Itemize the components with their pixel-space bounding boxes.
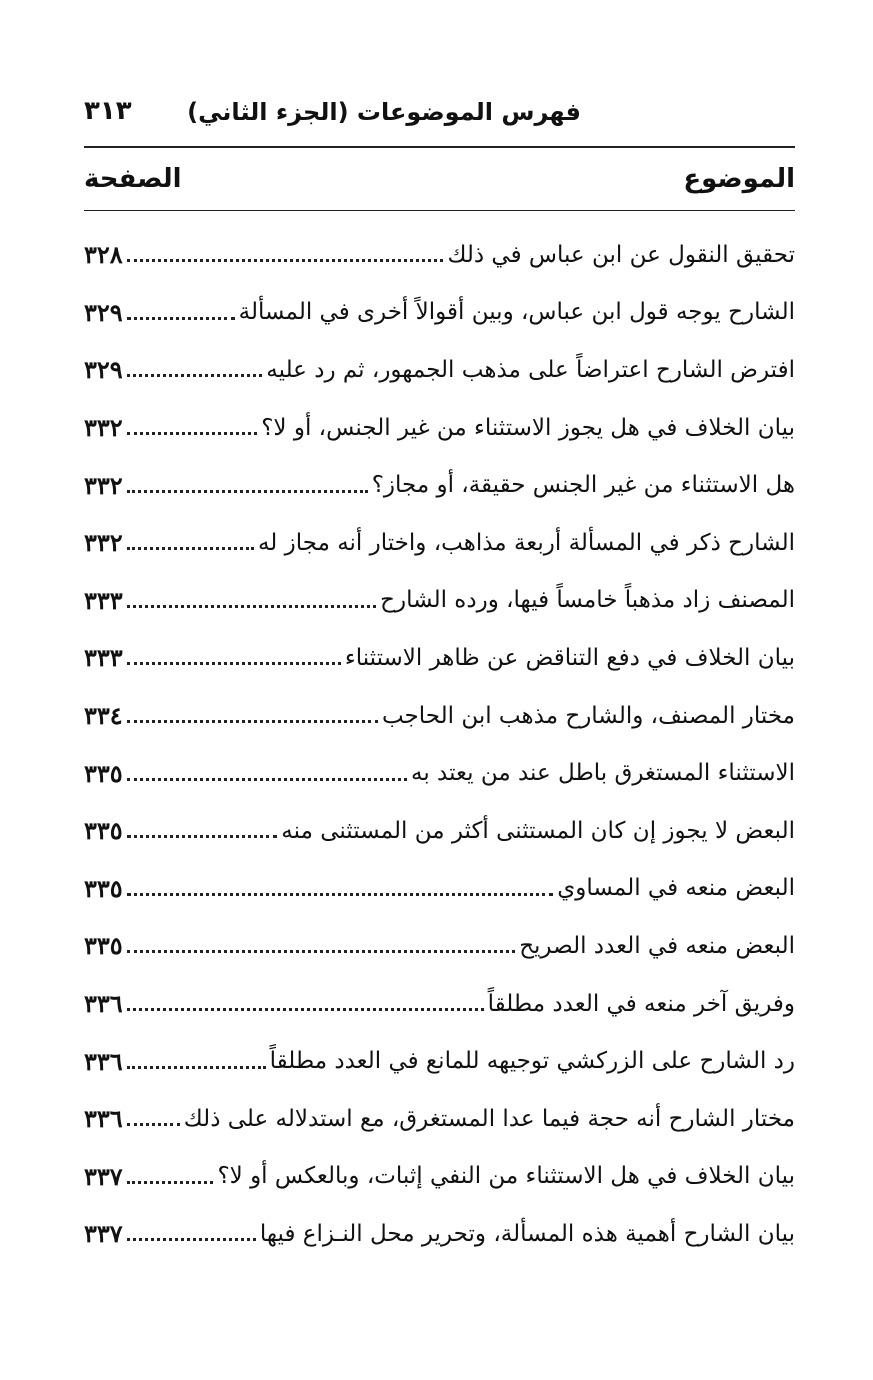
toc-entry-page: ٣٣٥ — [84, 816, 123, 846]
toc-entry-page: ٣٢٩ — [84, 297, 123, 327]
dot-leader — [127, 374, 263, 377]
column-heading-rule — [84, 210, 795, 211]
page-column-heading: الصفحة — [84, 164, 182, 194]
toc-entry-page: ٣٣٤ — [84, 701, 123, 731]
toc-entry-page: ٣٣٦ — [84, 1046, 123, 1076]
toc-entry-page: ٣٣٦ — [84, 989, 123, 1019]
dot-leader — [127, 950, 516, 953]
running-title: فهرس الموضوعات (الجزء الثاني) — [187, 98, 581, 126]
toc-entry-title: بيان الخلاف في هل يجوز الاستثناء من غير الجنس، أو لا؟ — [261, 414, 795, 441]
toc-entry — [84, 456, 795, 514]
toc-entry-title: الشارح ذكر في المسألة أربعة مذاهب، واختار أنه مجاز له — [257, 529, 795, 556]
toc-entry — [84, 802, 795, 860]
dot-leader — [127, 720, 378, 723]
toc-entry — [84, 284, 795, 342]
toc-entry-title: الشارح يوجه قول ابن عباس، وبين أقوالاً أخرى في المسألة — [238, 299, 795, 326]
toc-entry — [84, 1090, 795, 1148]
toc-entry — [84, 1205, 795, 1263]
dot-leader — [127, 893, 554, 896]
toc-entry-title: مختار المصنف، والشارح مذهب ابن الحاجب — [381, 702, 795, 729]
toc-entry-title: بيان الخلاف في هل الاستثناء من النفي إثبات، وبالعكس أو لا؟ — [217, 1163, 795, 1190]
dot-leader — [127, 778, 407, 781]
dot-leader — [127, 317, 235, 320]
toc-entry-page: ٣٢٩ — [84, 355, 123, 385]
toc-entry-page: ٣٣٥ — [84, 758, 123, 788]
dot-leader — [127, 259, 444, 262]
toc-entry — [84, 860, 795, 918]
dot-leader — [127, 835, 278, 838]
toc-entry — [84, 514, 795, 572]
dot-leader — [127, 547, 254, 550]
toc-entry-page: ٣٣٢ — [84, 470, 123, 500]
toc-entry — [84, 744, 795, 802]
toc-entry-title: بيان الشارح أهمية هذه المسألة، وتحرير محل النـزاع فيها — [259, 1220, 795, 1247]
running-header — [84, 92, 793, 136]
dot-leader — [127, 605, 376, 608]
toc-entry-title: البعض منعه في العدد الصريح — [519, 932, 795, 959]
toc-entry-title: البعض لا يجوز إن كان المستثنى أكثر من المستثنى منه — [281, 817, 795, 844]
toc-entry — [84, 1032, 795, 1090]
toc-entry-title: بيان الخلاف في دفع التناقض عن ظاهر الاستثناء — [344, 644, 795, 671]
dot-leader — [127, 1238, 256, 1241]
header-rule — [84, 146, 795, 148]
dot-leader — [127, 432, 258, 435]
toc-entry-title: هل الاستثناء من غير الجنس حقيقة، أو مجاز؟ — [371, 472, 795, 499]
dot-leader — [127, 490, 368, 493]
toc-entry — [84, 1148, 795, 1206]
toc-entry — [84, 572, 795, 630]
toc-entry — [84, 399, 795, 457]
toc-entry-page: ٣٣٦ — [84, 1104, 123, 1134]
toc-entry-page: ٣٣٢ — [84, 528, 123, 558]
toc-entry — [84, 975, 795, 1033]
toc-entry-title: تحقيق النقول عن ابن عباس في ذلك — [447, 241, 795, 268]
toc-entry-page: ٣٣٣ — [84, 643, 123, 673]
topic-column-heading: الموضوع — [683, 164, 795, 194]
toc-entry-title: وفريق آخر منعه في العدد مطلقاً — [487, 990, 795, 1017]
dot-leader — [127, 1123, 180, 1126]
toc-entry-page: ٣٣٢ — [84, 413, 123, 443]
column-headers — [84, 164, 795, 204]
toc-entry-page: ٣٣٣ — [84, 585, 123, 615]
dot-leader — [127, 1066, 266, 1069]
toc-entry — [84, 917, 795, 975]
toc-entry-title: البعض منعه في المساوي — [557, 875, 795, 902]
toc-entry — [84, 687, 795, 745]
toc-entry-page: ٣٣٧ — [84, 1161, 123, 1191]
toc-entry-page: ٣٢٨ — [84, 240, 123, 270]
toc-entry-title: الاستثناء المستغرق باطل عند من يعتد به — [410, 760, 795, 787]
dot-leader — [127, 662, 341, 665]
dot-leader — [127, 1008, 484, 1011]
toc-entry — [84, 629, 795, 687]
toc-entry-page: ٣٣٥ — [84, 873, 123, 903]
toc-entry-title: افترض الشارح اعتراضاً على مذهب الجمهور، ثم رد عليه — [266, 356, 795, 383]
toc-entry — [84, 341, 795, 399]
toc-entry-page: ٣٣٥ — [84, 931, 123, 961]
toc-entry — [84, 226, 795, 284]
toc-entry-title: المصنف زاد مذهباً خامساً فيها، ورده الشارح — [380, 587, 795, 614]
dot-leader — [127, 1181, 214, 1184]
toc-entry-title: رد الشارح على الزركشي توجيهه للمانع في العدد مطلقاً — [269, 1048, 795, 1075]
table-of-contents — [84, 226, 795, 1263]
page-number: ٣١٣ — [84, 96, 132, 126]
toc-entry-title: مختار الشارح أنه حجة فيما عدا المستغرق، مع استدلاله على ذلك — [183, 1105, 795, 1132]
toc-entry-page: ٣٣٧ — [84, 1219, 123, 1249]
